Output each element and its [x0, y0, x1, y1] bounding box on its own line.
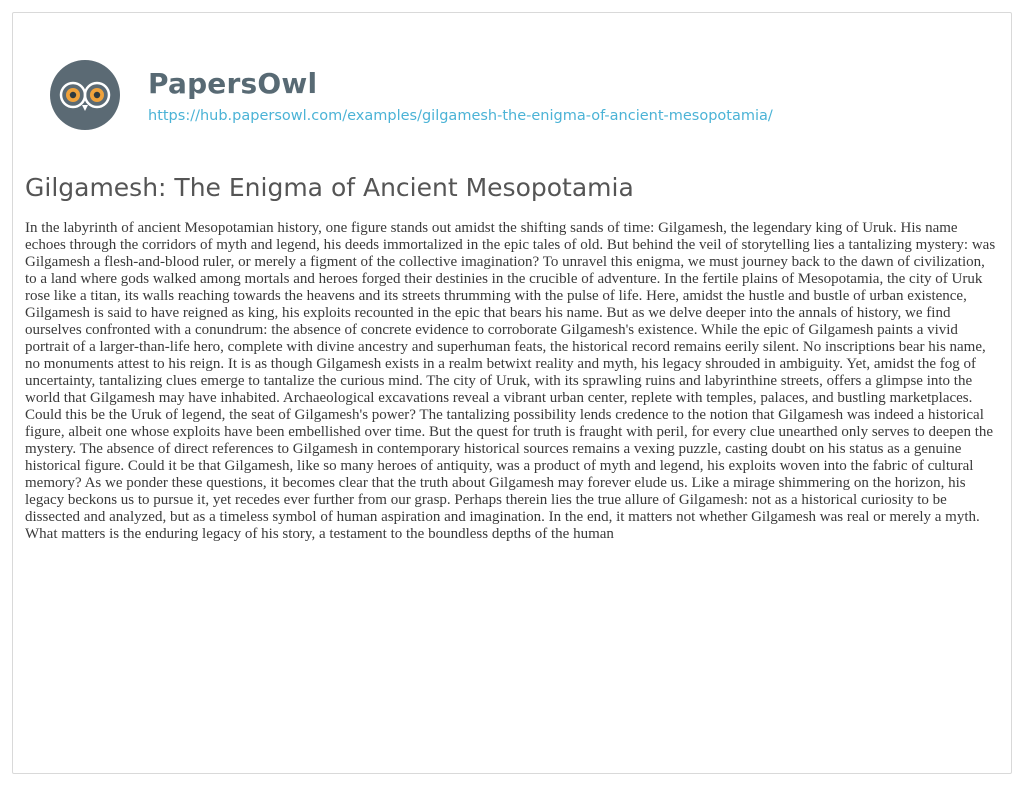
site-header	[50, 50, 980, 140]
brand-name[interactable]: PapersOwl	[148, 67, 318, 100]
owl-icon[interactable]	[50, 60, 120, 130]
article-body: In the labyrinth of ancient Mesopotamian history, one figure stands out amidst the shifting sands of time: Gilgamesh, the legendary king of Uruk. His name echoes through the corridors of myth and legend, his deeds immortalized in the epic tales of old. But behind the veil of storytelling lies a tantalizing mystery: was Gilgamesh a flesh-and-blood ruler, or merely a figment of the collective imagination? To unravel this enigma, we must journey back to the dawn of civilization, to a land where gods walked among mortals and heroes forged their destinies in the crucible of adventure. In the fertile plains of Mesopotamia, the city of Uruk rose like a titan, its walls reaching towards the heavens and its streets thrumming with the pulse of life. Here, amidst the hustle and bustle of urban existence, Gilgamesh is said to have reigned as king, his exploits recounted in the epic that bears his name. But as we delve deeper into the annals of history, we find ourselves confronted with a conundrum: the absence of concrete evidence to corroborate Gilgamesh's existence. While the epic of Gilgamesh paints a vivid portrait of a larger-than-life hero, complete with divine ancestry and superhuman feats, the historical record remains eerily silent. No inscriptions bear his name, no monuments attest to his reign. It is as though Gilgamesh exists in a realm betwixt reality and myth, his legacy shrouded in ambiguity. Yet, amidst the fog of uncertainty, tantalizing clues emerge to tantalize the curious mind. The city of Uruk, with its sprawling ruins and labyrinthine streets, offers a glimpse into the world that Gilgamesh may have inhabited. Archaeological excavations reveal a vibrant urban center, replete with temples, palaces, and bustling marketplaces. Could this be the Uruk of legend, the seat of Gilgamesh's power? The tantalizing possibility lends credence to the notion that Gilgamesh was indeed a historical figure, albeit one whose exploits have been embellished over time. But the quest for truth is fraught with peril, for every clue unearthed only serves to deepen the mystery. The absence of direct references to Gilgamesh in contemporary historical sources remains a vexing puzzle, casting doubt on his status as a genuine historical figure. Could it be that Gilgamesh, like so many heroes of antiquity, was a product of myth and legend, his exploits woven into the fabric of cultural memory? As we ponder these questions, it becomes clear that the truth about Gilgamesh may forever elude us. Like a mirage shimmering on the horizon, his legacy beckons us to pursue it, yet recedes ever further from our grasp. Perhaps therein lies the true allure of Gilgamesh: not as a historical curiosity to be dissected and analyzed, but as a timeless symbol of human aspiration and imagination. In the end, it matters not whether Gilgamesh was real or merely a myth. What matters is the enduring legacy of his story, a testament to the boundless depths of the human	[25, 220, 996, 542]
brand-block	[148, 66, 773, 124]
article-title: Gilgamesh: The Enigma of Ancient Mesopotamia	[25, 173, 634, 202]
article-url-link[interactable]: https://hub.papersowl.com/examples/gilgamesh-the-enigma-of-ancient-mesopotamia/	[148, 108, 773, 124]
